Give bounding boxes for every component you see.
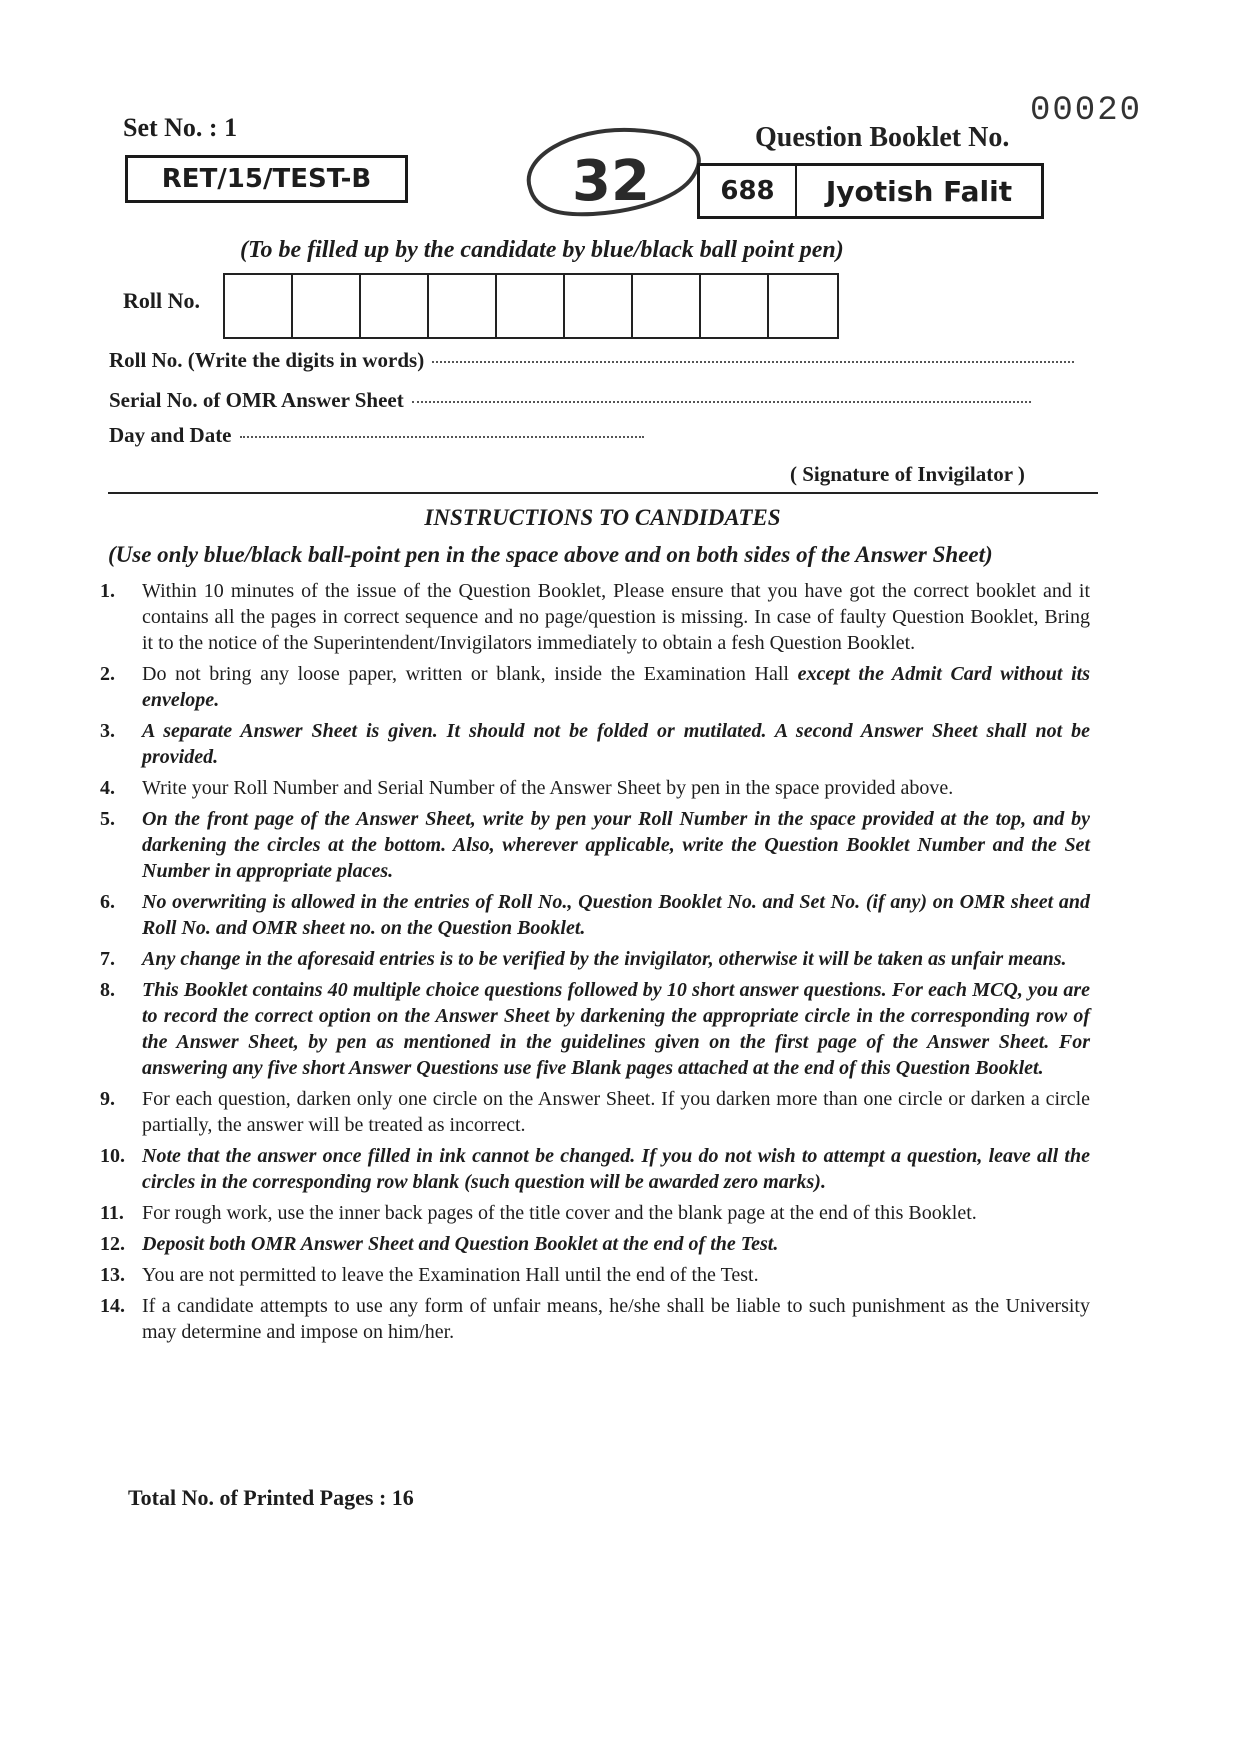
instruction-item xyxy=(100,1143,1090,1195)
instruction-text xyxy=(142,1143,1090,1195)
instruction-item xyxy=(100,1086,1090,1138)
instruction-number: 5. xyxy=(100,808,115,830)
roll-digit-box[interactable] xyxy=(225,275,293,337)
instruction-text xyxy=(142,1262,1090,1288)
roll-digit-box[interactable] xyxy=(429,275,497,337)
roll-no-words-line[interactable] xyxy=(432,360,1074,363)
roll-digit-box[interactable] xyxy=(361,275,429,337)
subject-name: Jyotish Falit xyxy=(825,174,1013,208)
instruction-number: 11. xyxy=(100,1202,124,1224)
instruction-number: 6. xyxy=(100,891,115,913)
instruction-plain-text: If a candidate attempts to use any form of unfair means, he/she shall be liable to such punishment as the University may determine and impose on him/her. xyxy=(142,1295,1090,1343)
instruction-emphasis-text: No overwriting is allowed in the entries of Roll No., Question Booklet No. and Set No. (if any) on OMR sheet and Roll No. and OMR sheet no. on the Question Booklet. xyxy=(142,891,1090,939)
instruction-item xyxy=(100,1200,1090,1226)
roll-no-words-label: Roll No. (Write the digits in words) xyxy=(109,348,425,372)
instruction-text xyxy=(142,1293,1090,1345)
instruction-plain-text: Write your Roll Number and Serial Number of the Answer Sheet by pen in the space provided above. xyxy=(142,777,954,799)
instruction-text xyxy=(142,775,1090,801)
instruction-item xyxy=(100,775,1090,801)
omr-serial-label: Serial No. of OMR Answer Sheet xyxy=(109,388,404,412)
instruction-emphasis-text: except the Admit Card without its envelope. xyxy=(142,663,1090,711)
instruction-number: 7. xyxy=(100,948,115,970)
instructions-list xyxy=(100,578,1090,1350)
instruction-item xyxy=(100,1293,1090,1345)
roll-no-label: Roll No. xyxy=(123,288,200,313)
day-date-field[interactable] xyxy=(109,423,644,448)
instruction-item xyxy=(100,661,1090,713)
instruction-number: 14. xyxy=(100,1295,125,1317)
total-pages: Total No. of Printed Pages : 16 xyxy=(128,1485,414,1510)
instruction-text xyxy=(142,806,1090,884)
day-date-label: Day and Date xyxy=(109,423,232,447)
instruction-number: 1. xyxy=(100,580,115,602)
handwritten-mark xyxy=(510,118,710,248)
instruction-plain-text: You are not permitted to leave the Examination Hall until the end of the Test. xyxy=(142,1264,759,1286)
subject-box xyxy=(697,163,1044,219)
instruction-text xyxy=(142,1086,1090,1138)
instruction-emphasis-text: This Booklet contains 40 multiple choice questions followed by 10 short answer questions. For each MCQ, you are to record the correct option on the Answer Sheet by darkening the appropriate circle in the corresponding row of the Answer Sheet, by pen as mentioned in the guidelines given on the first page of the Answer Sheet. For answering any five short Answer Questions use five Blank pages attached at the end of this Question Booklet. xyxy=(142,979,1090,1079)
test-code-box xyxy=(125,155,408,203)
instruction-number: 12. xyxy=(100,1233,125,1255)
instruction-emphasis-text: Any change in the aforesaid entries is to be verified by the invigilator, otherwise it will be taken as unfair means. xyxy=(142,948,1067,970)
instruction-number: 4. xyxy=(100,777,115,799)
instruction-plain-text: Do not bring any loose paper, written or blank, inside the Examination Hall xyxy=(142,663,798,685)
instruction-item xyxy=(100,1262,1090,1288)
instruction-item xyxy=(100,806,1090,884)
instruction-emphasis-text: On the front page of the Answer Sheet, write by pen your Roll Number in the space provided at the top, and by darkening the circles at the bottom. Also, wherever applicable, write the Question Booklet Number and the Set Number in appropriate places. xyxy=(142,808,1090,882)
instruction-text xyxy=(142,977,1090,1081)
set-number: Set No. : 1 xyxy=(123,113,238,142)
instruction-item xyxy=(100,946,1090,972)
instruction-emphasis-text: Note that the answer once filled in ink cannot be changed. If you do not wish to attempt a question, leave all the circles in the corresponding row blank (such question will be awarded zero marks). xyxy=(142,1145,1090,1193)
instruction-item xyxy=(100,718,1090,770)
fill-note: (To be filled up by the candidate by blue/black ball point pen) xyxy=(240,237,844,263)
instructions-title: INSTRUCTIONS TO CANDIDATES xyxy=(424,505,781,530)
instruction-text xyxy=(142,661,1090,713)
omr-serial-field[interactable] xyxy=(109,388,1031,413)
roll-digit-box[interactable] xyxy=(497,275,565,337)
roll-digit-box[interactable] xyxy=(701,275,769,337)
invigilator-signature-label: ( Signature of Invigilator ) xyxy=(790,462,1025,486)
instruction-text xyxy=(142,946,1090,972)
instruction-text xyxy=(142,1200,1090,1226)
instructions-subtitle: (Use only blue/black ball-point pen in the space above and on both sides of the Answer Sheet) xyxy=(108,542,993,567)
instruction-number: 10. xyxy=(100,1145,125,1167)
handwritten-number: 32 xyxy=(572,149,650,214)
instruction-text xyxy=(142,718,1090,770)
serial-stamp: 00020 xyxy=(1030,92,1143,130)
instruction-number: 3. xyxy=(100,720,115,742)
test-code: RET/15/TEST-B xyxy=(161,164,372,194)
instruction-plain-text: Within 10 minutes of the issue of the Question Booklet, Please ensure that you have got the correct booklet and it contains all the pages in correct sequence and no page/question is missing. In case of faulty Question Booklet, Bring it to the notice of the Superintendent/Invigilators immediately to obtain a fesh Question Booklet. xyxy=(142,580,1090,654)
instruction-number: 8. xyxy=(100,979,115,1001)
subject-code: 688 xyxy=(700,166,797,216)
roll-digit-box[interactable] xyxy=(633,275,701,337)
question-booklet-label: Question Booklet No. xyxy=(755,122,1010,153)
instruction-emphasis-text: Deposit both OMR Answer Sheet and Question Booklet at the end of the Test. xyxy=(142,1233,779,1255)
divider xyxy=(108,492,1098,494)
roll-digit-box[interactable] xyxy=(293,275,361,337)
instruction-text xyxy=(142,889,1090,941)
instruction-number: 9. xyxy=(100,1088,115,1110)
instruction-number: 2. xyxy=(100,663,115,685)
roll-no-words-field[interactable] xyxy=(109,348,1074,373)
instruction-item xyxy=(100,889,1090,941)
roll-digit-box[interactable] xyxy=(565,275,633,337)
instruction-plain-text: For each question, darken only one circle on the Answer Sheet. If you darken more than one circle or darken a circle partially, the answer will be treated as incorrect. xyxy=(142,1088,1090,1136)
instruction-emphasis-text: A separate Answer Sheet is given. It should not be folded or mutilated. A second Answer Sheet shall not be provided. xyxy=(142,720,1090,768)
roll-digit-box[interactable] xyxy=(769,275,837,337)
instruction-text xyxy=(142,578,1090,656)
roll-no-grid[interactable] xyxy=(223,273,839,339)
instruction-item xyxy=(100,578,1090,656)
instruction-plain-text: For rough work, use the inner back pages of the title cover and the blank page at the end of this Booklet. xyxy=(142,1202,977,1224)
omr-serial-line[interactable] xyxy=(412,400,1031,403)
instruction-number: 13. xyxy=(100,1264,125,1286)
day-date-line[interactable] xyxy=(240,435,644,438)
instruction-item xyxy=(100,977,1090,1081)
instruction-item xyxy=(100,1231,1090,1257)
instruction-text xyxy=(142,1231,1090,1257)
